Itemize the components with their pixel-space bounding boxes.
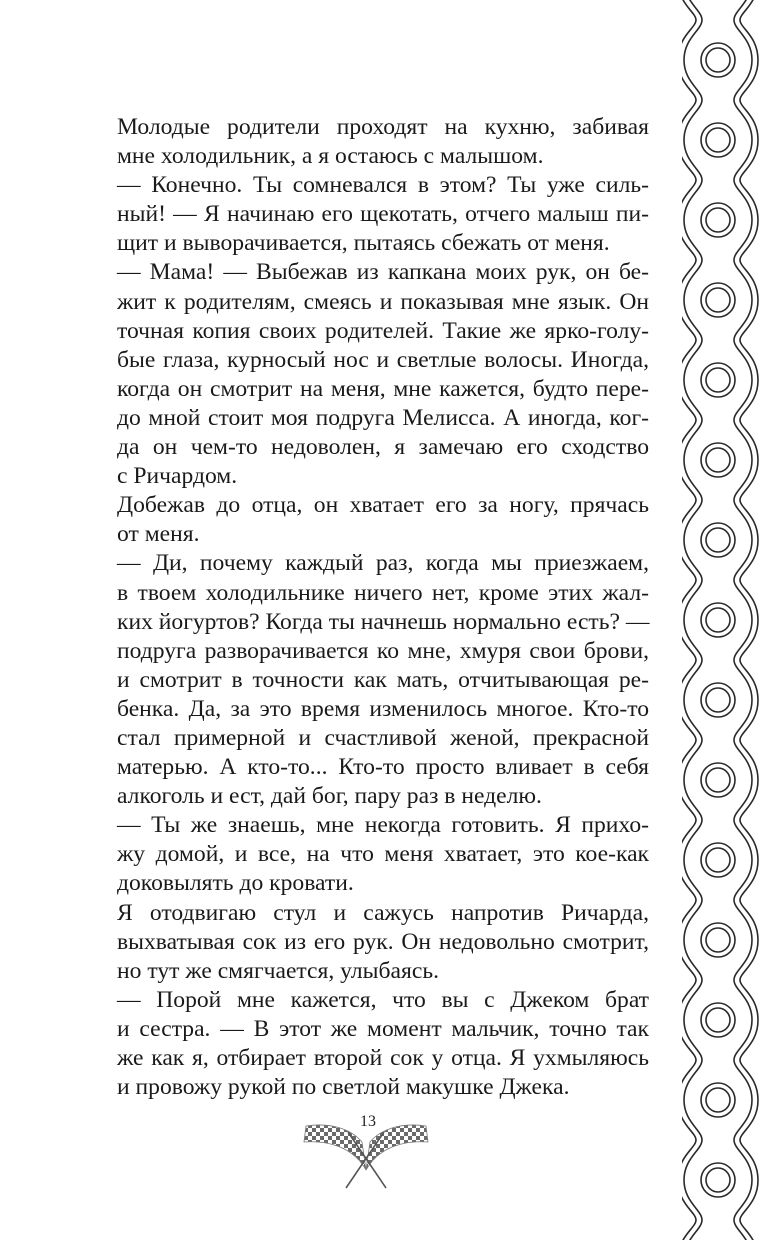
chain-roller [706, 848, 730, 872]
chain-roller [706, 608, 730, 632]
text-line: доковылять до кровати. [117, 870, 354, 897]
text-line: с Ричардом. [117, 463, 238, 490]
text-line: в твоем холодильнике ничего нет, кроме этих жал- [117, 579, 649, 606]
chain-roller [706, 48, 730, 72]
text-line: бенка. Да, за это время изменилось многое. Кто-то [117, 695, 649, 722]
text-line: матерью. А кто-то... Кто-то просто вливает в себя [117, 754, 649, 781]
text-line: от меня. [117, 521, 200, 548]
chain-roller [706, 768, 730, 792]
chain-roller [706, 1088, 730, 1112]
chain-border-decoration [682, 0, 768, 1240]
chain-roller [706, 368, 730, 392]
chain-roller [706, 128, 730, 152]
text-line: до мной стоит моя подруга Мелисса. А иногда, ког- [117, 404, 649, 431]
chain-plate [684, 0, 752, 60]
chain-roller [706, 208, 730, 232]
chain-roller [706, 288, 730, 312]
chain-plate [684, 1180, 752, 1240]
text-line: жит к родителям, смеясь и показывая мне язык. Он [117, 288, 649, 315]
text-line: стал примерной и счастливой женой, прекрасной [117, 724, 649, 751]
chain-plate-outline [682, 0, 758, 60]
chain-roller [706, 528, 730, 552]
chain-roller [706, 688, 730, 712]
text-line: — Порой мне кажется, что вы с Джеком брат [117, 986, 649, 1013]
text-line: и смотрит в точности как мать, отчитывающая ре- [117, 666, 649, 693]
text-line: точная копия своих родителей. Такие же ярко-голу- [117, 317, 649, 344]
text-line: — Конечно. Ты сомневался в этом? Ты уже силь- [117, 172, 649, 199]
text-line: да он чем-то недоволен, я замечаю его сходство [117, 434, 649, 461]
chain-roller [706, 928, 730, 952]
text-line: — Ди, почему каждый раз, когда мы приезжаем, [117, 550, 649, 577]
text-line: алкоголь и ест, дай бог, пару раз в неделю. [117, 783, 542, 810]
body-text [117, 113, 649, 1102]
chain-roller [706, 448, 730, 472]
text-line: — Ты же знаешь, мне некогда готовить. Я прихо- [117, 812, 649, 839]
text-line: Я отодвигаю стул и сажусь напротив Ричарда, [117, 899, 649, 926]
text-line: жу домой, и все, на что меня хватает, это кое-как [117, 841, 649, 868]
text-line: мне холодильник, а я остаюсь с малышом. [117, 143, 544, 170]
text-line: бые глаза, курносый нос и светлые волосы. Иногда, [117, 346, 649, 373]
chain-plate-outline [682, 1180, 758, 1240]
text-line: же как я, отбирает второй сок у отца. Я ухмыляюсь [117, 1045, 649, 1071]
text-line: щит и выворачивается, пытаясь сбежать от меня. [117, 230, 610, 257]
chain-roller [706, 1008, 730, 1032]
text-line: когда он смотрит на меня, мне кажется, будто пере- [117, 375, 649, 402]
text-line: и провожу рукой по светлой макушке Джека. [117, 1074, 570, 1101]
page-number: 13 [360, 1113, 376, 1130]
text-line: ких йогуртов? Когда ты начнешь нормально есть? — [117, 608, 650, 635]
text-line: но тут же смягчается, улыбаясь. [117, 957, 439, 984]
text-line: Молодые родители проходят на кухню, забивая [117, 114, 649, 140]
text-line: — Мама! — Выбежав из капкана моих рук, он бе- [117, 259, 649, 286]
text-line: выхватывая сок из его рук. Он недовольно смотрит, [117, 928, 649, 955]
text-line: подруга разворачивается ко мне, хмуря свои брови, [117, 637, 649, 664]
text-line: Добежав до отца, он хватает его за ногу, прячась [117, 492, 649, 519]
text-line: и сестра. — В этот же момент мальчик, точно так [117, 1015, 649, 1042]
text-line: ный! — Я начинаю его щекотать, отчего малыш пи- [117, 201, 649, 228]
chain-roller [706, 1168, 730, 1192]
